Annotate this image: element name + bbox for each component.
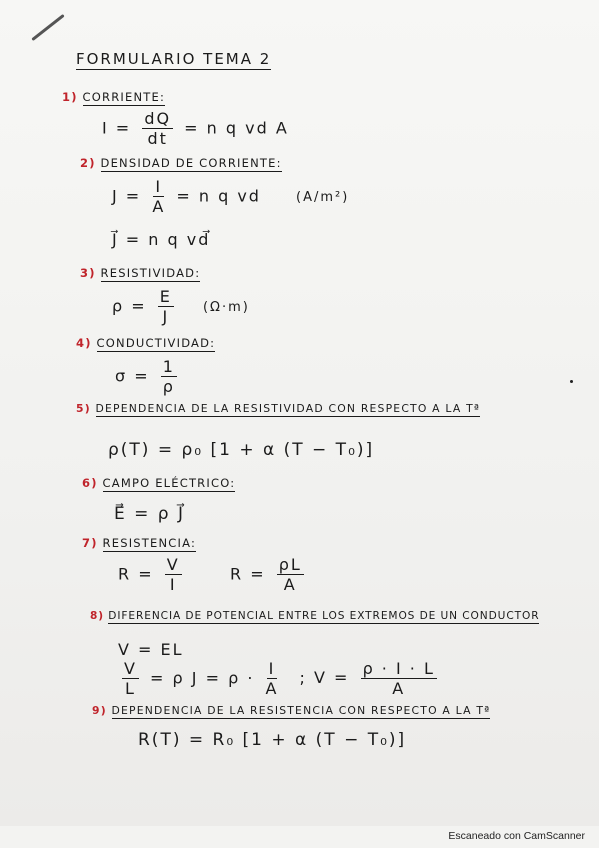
section-5-heading: 5) DEPENDENCIA DE LA RESISTIVIDAD CON RESPECTO A LA Tª: [76, 402, 481, 415]
ink-dot: [570, 380, 573, 383]
section-8-heading: 8) DIFERENCIA DE POTENCIAL ENTRE LOS EXTREMOS DE UN CONDUCTOR: [90, 610, 540, 622]
formula-conductivity: σ = $\frac{1}{\rho}$: [115, 357, 175, 396]
formula-potential-derived: $\frac{V}{L}$ = ρ J = ρ · $\frac{I}{A}$ ; V = $\frac{\rho \cdot I \cdot L}{A}$: [124, 659, 435, 698]
formula-resistivity: ρ = $\frac{E}{J}$ (Ω·m): [112, 287, 250, 326]
page-title: FORMULARIO TEMA 2: [76, 50, 272, 68]
scanner-watermark: Escaneado con CamScanner: [448, 830, 585, 842]
section-2-heading: 2) DENSIDAD DE CORRIENTE:: [80, 156, 282, 170]
formula-resistance-temperature: R(T) = R₀ [1 + α (T − T₀)]: [138, 730, 407, 750]
formula-resistivity-temperature: ρ(T) = ρ₀ [1 + α (T − T₀)]: [108, 440, 375, 460]
section-4-heading: 4) CONDUCTIVIDAD:: [76, 336, 216, 350]
formula-resistance-ohm: R = $\frac{V}{I}$: [118, 555, 180, 594]
formula-potential-field: V = EL: [118, 640, 184, 659]
section-1-heading: 1) CORRIENTE:: [62, 90, 166, 104]
section-3-heading: 3) RESISTIVIDAD:: [80, 266, 201, 280]
formula-resistance-geometry: R = $\frac{\rho L}{A}$: [230, 555, 302, 594]
section-9-heading: 9) DEPENDENCIA DE LA RESISTENCIA CON RESPECTO A LA Tª: [92, 704, 491, 717]
section-7-heading: 7) RESISTENCIA:: [82, 536, 197, 550]
formula-current-density: J = $\frac{I}{A}$ = n q vd (A/m²): [112, 177, 350, 216]
formula-current: I = $\frac{dQ}{dt}$ = n q vd A: [102, 109, 289, 148]
formula-electric-field: E⃗ = ρ J⃗: [114, 504, 186, 524]
section-6-heading: 6) CAMPO ELÉCTRICO:: [82, 476, 236, 490]
formula-current-density-vector: J⃗ = n q vd⃗: [112, 230, 211, 249]
